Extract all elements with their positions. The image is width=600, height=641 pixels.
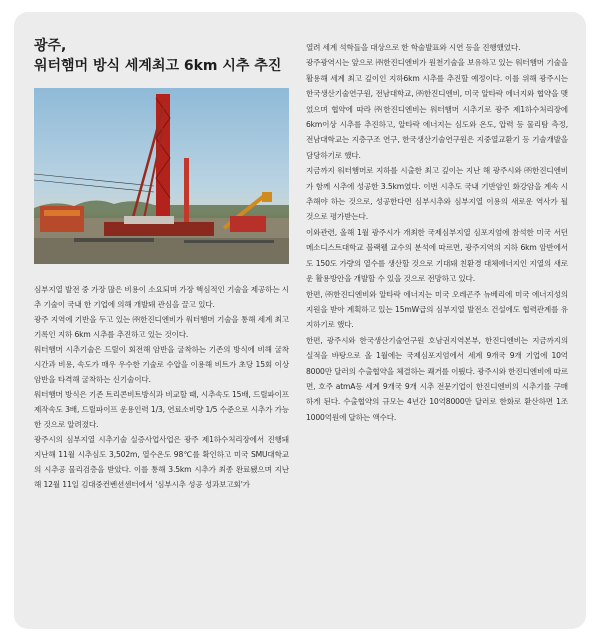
- right-paragraph-5: 한편, ㈜한진디엔비와 알타락 에너지는 미국 오레곤주 뉴베리에 미국 에너지성의 지원을 받아 계획하고 있는 15mW급의 심부지열 발전소 건설에도 협력관계를 유지하기로 했다.: [306, 289, 568, 330]
- right-paragraph-4: 이와관련, 올해 1월 광주시가 개최한 국제심부지열 심포지엄에 참석한 미국 서던 메소디스트대학교 블랙웰 교수의 분석에 따르면, 광주지역의 지하 6km 암반에서도 150도 가량의 열수를 생산할 것으로 기대돼 친환경 대체에너지인 지열의 새로운 활용방안을 개발할 수 있을 것으로 전망하고 있다.: [306, 227, 568, 284]
- right-paragraph-3: 지금까지 워터햄머로 지하를 시출한 최고 깊이는 지난 해 광주시와 ㈜한진디엔비가 함께 시추에 성공한 3.5km였다. 이번 시추도 국내 기반암인 화강암을 계속 시추해야 하는 것으로, 성공한다면 심부시추와 심부지열 이용의 새로운 역사가 될 것으로 평가받는다.: [306, 166, 568, 222]
- title-line-2: 워터햄머 방식 세계최고 6km 시추 추진: [34, 58, 282, 74]
- right-column: [306, 40, 568, 425]
- left-paragraph-4: 워터햄머 방식은 기존 트리콘비트방식과 비교할 때, 시추속도 15배, 드릴파이프 제작속도 3배, 드릴파이프 운용인력 1/3, 연료소비량 1/5 수준으로 시추가 가능한 것으로 알려졌다.: [34, 390, 289, 429]
- right-paragraph-2: 광주광역시는 앞으로 ㈜한진디엔비가 원천기술을 보유하고 있는 워터햄머 기술을 활용해 세계 최고 깊이인 지하6km 시추를 추진할 예정이다. 이를 위해 광주시는 한국생산기술연구원, 전남대학교, ㈜한진디엔비, 미국 알타락 에너지와 협약을 맺었으며 협약에 따라 ㈜한진디엔비는 워터햄머 시추기로 광주 제1하수처리장에 6km이상 시추를 추진하고, 알타락 에너지는 심도와 온도, 압력 등 물리탐 측정, 전남대학교는 지층구조 연구, 한국생산기술연구원은 지중열교환기 등 기술개발을 담당하기로 했다.: [306, 58, 568, 160]
- title-line-1: 광주,: [34, 38, 67, 54]
- article-title: [34, 36, 289, 76]
- drilling-rig-illustration: [34, 88, 289, 264]
- left-column: [34, 36, 289, 492]
- left-paragraph-5: 광주시의 심부지열 시추기술 실증사업사업은 광주 제1하수처리장에서 진행돼 지난해 11월 시추심도 3,502m, 열수온도 98℃를 확인하고 미국 SMU대학교의 시추공 물리검층을 받았다. 이를 통해 3.5km 시추가 최종 완료됐으며 지난해 12월 11일 김대중컨벤션센터에서 '심부시추 성공 성과보고회'가: [34, 435, 289, 489]
- left-paragraph-2: 광주 지역에 기반을 두고 있는 ㈜한진디엔비가 워터햄머 기술을 통해 세계 최고 기록인 지하 6km 시추를 추진하고 있는 것이다.: [34, 315, 289, 339]
- right-paragraph-6: 한편, 광주시와 한국생산기술연구원 호남권지역본부, 한진디엔비는 지금까지의 실적을 바탕으로 올 1월에는 국제심포지엄에서 세계 9개국 9개 기업에 10억8000만 달러의 수출협약을 체결하는 쾌거를 이뤘다. 광주시와 한진디엔비에 따르면, 호주 atmA등 세계 9개국 9개 시추 전문기업이 한진디엔비의 시추기를 구매하게 된다. 수출협약의 규모는 4년간 10억8000만 달러로 한화로 환산하면 1조 1000억원에 달하는 액수다.: [306, 335, 568, 422]
- article-card: [14, 12, 586, 629]
- left-paragraph-1: 심부지열 발전 중 가장 많은 비용이 소요되며 가장 핵심적인 기술을 제공하는 시추 기술이 국내 한 기업에 의해 개발돼 관심을 끌고 있다.: [34, 285, 289, 309]
- right-paragraph-1: 열려 세계 석학들을 대상으로 한 학술발표와 시연 등을 진행했었다.: [306, 43, 521, 52]
- drilling-rig-photo: [34, 88, 289, 264]
- left-paragraph-3: 워터햄머 시추기술은 드릴이 회전해 암반을 굴착하는 기존의 방식에 비해 굴착시간과 비용, 속도가 매우 우수한 기술로 수압을 이용해 비트가 초당 15회 이상 암반을 타격해 굴착하는 신기술이다.: [34, 345, 289, 384]
